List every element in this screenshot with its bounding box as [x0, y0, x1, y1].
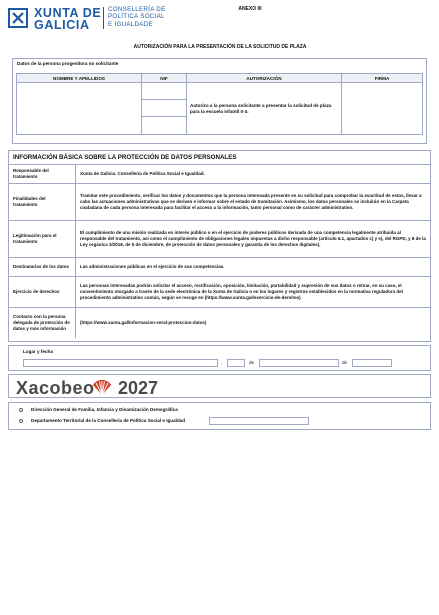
- recipient-label: Dirección General de Familia, Infancia y Dinamización Demográfica: [31, 407, 178, 412]
- consellaria-line: POLÍTICA SOCIAL: [108, 13, 165, 21]
- row-value: Xunta de Galicia. Consellería de Política Social e Igualdad.: [76, 165, 431, 184]
- row-value: (https://www.xunta.gal/informacion-xeral-proteccion-datos): [80, 320, 207, 325]
- nif-cell[interactable]: [142, 83, 187, 135]
- row-key: Legitimación para el tratamiento: [9, 221, 76, 258]
- recipient-radio[interactable]: [19, 408, 23, 412]
- place-date-section: [8, 345, 431, 371]
- logo-name: XUNTA DE GALICIA: [34, 6, 102, 32]
- recipient-radio[interactable]: [19, 419, 23, 423]
- anexo-label: ANEXO III: [238, 6, 262, 12]
- table-header-row: [17, 74, 423, 83]
- column-header: NOMBRE Y APELLIDOS: [17, 74, 142, 83]
- row-key: Ejercicio de derechos: [9, 277, 76, 308]
- recipient-label: Departamento Territorial de la Consellería de Política Social e Igualdad: [31, 418, 186, 423]
- data-protection-heading: INFORMACIÓN BÁSICA SOBRE LA PROTECCIÓN DE DATOS PERSONALES: [9, 151, 430, 165]
- row-value: Tramitar este procedimiento, verificar los datos y documentos que la persona interesada presente en su solicitud para comprobar la exactitud de estos, llevar a cabo las actuaciones administrativas que se deriven e informar sobre el estado de tramitación. Asimismo, los datos personales se incluirán en la Carpeta ciudadana de cada persona interesada para facilitar el acceso a la información, tanto personal como de carácter administrativo.: [76, 184, 431, 221]
- consellaria-line: CONSELLERÍA DE: [108, 6, 166, 13]
- page-title: AUTORIZACIÓN PARA LA PRESENTACIÓN DE LA SOLICITUD DE PLAZA: [133, 44, 307, 50]
- table-row: [9, 277, 430, 308]
- table-row: [9, 165, 430, 184]
- row-key: Responsable del tratamiento: [9, 165, 76, 184]
- territorial-department-input[interactable]: [209, 417, 309, 425]
- year-input[interactable]: [352, 359, 392, 367]
- place-input[interactable]: [23, 359, 218, 367]
- data-protection-table: [9, 165, 430, 338]
- column-header: FIRMA: [342, 74, 423, 83]
- month-input[interactable]: [259, 359, 339, 367]
- row-value: Las administraciones públicas en el ejercicio de sus competencias.: [76, 258, 431, 277]
- comma-separator: ,: [221, 360, 223, 365]
- consellaria-name: [108, 6, 166, 28]
- xunta-logo: [6, 4, 176, 30]
- de-label: de: [342, 360, 348, 365]
- row-value: Las personas interesadas podrán solicitar el acceso, rectificación, oposición, limitación, portabilidad y supresión de sus datos o retirar, en su caso, el consentimiento otorgado a través de la sede electrónica de la Xunta de Galicia o en los lugares y registros establecidos en la normativa reguladora del procedimiento administrativo común, según se recoge en (https://www.xunta.gal/exercicio-de-dereitos): [76, 277, 431, 308]
- progenitor-section: [12, 58, 427, 144]
- signature-cell[interactable]: [342, 83, 423, 135]
- progenitor-table: [16, 73, 423, 135]
- name-cell[interactable]: [17, 83, 142, 135]
- authorization-cell: Autorizo a la persona solicitante a presentar la solicitud de plaza para la escuela infantil 0-3.: [187, 83, 342, 135]
- table-row: [9, 258, 430, 277]
- day-input[interactable]: [227, 359, 245, 367]
- column-header: AUTORIZACIÓN: [187, 74, 342, 83]
- xacobeo-year: 2027: [118, 378, 159, 398]
- logo-separator: [103, 7, 104, 29]
- row-key: Destinatarios de los datos: [9, 258, 76, 277]
- column-header: NIF: [142, 74, 187, 83]
- consellaria-line: E IGUALDADE: [108, 20, 153, 28]
- de-label: de: [249, 360, 255, 365]
- table-row: [9, 308, 430, 339]
- row-key: Contacto con la persona delegada de protección de datos y más información: [9, 308, 76, 339]
- table-row: [17, 83, 423, 135]
- scallop-shell-icon: [92, 377, 112, 397]
- recipients-section: [8, 402, 431, 430]
- table-row: [9, 221, 430, 258]
- row-key: Finalidades del tratamiento: [9, 184, 76, 221]
- table-row: [9, 184, 430, 221]
- data-protection-section: [8, 150, 431, 342]
- xunta-emblem-icon: [6, 6, 30, 30]
- xacobeo-logo-text: Xacobeo: [16, 378, 95, 398]
- place-date-label: Lugar y fecha: [23, 349, 53, 354]
- row-value: El cumplimiento de una misión realizada en interés público o en el ejercicio de poderes públicos derivada de una competencia legalmente atribuida al responsable del tratamiento, así como el cumplimiento de obligaciones legales impuestas a dicho responsable (artículo 6.1, apartados c) y e), del RGPD, y 8 de la Ley orgánica 3/2018, de 5 de diciembre, de protección de datos personales y garantía de los derechos digitales).: [76, 221, 431, 258]
- section-label: Datos de la persona progenitora no solicitante: [17, 61, 119, 66]
